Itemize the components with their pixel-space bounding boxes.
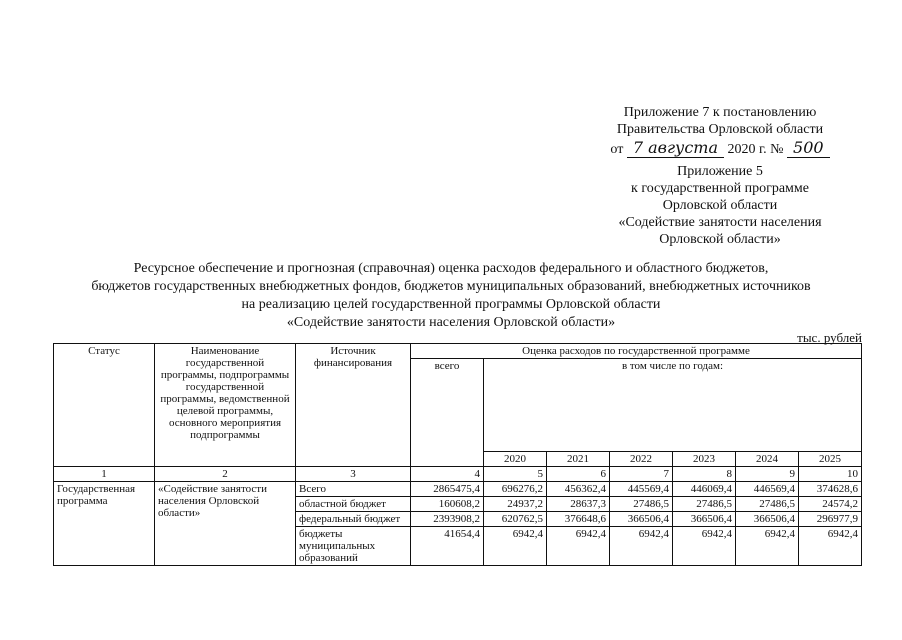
year-cell: 456362,4 [547, 482, 610, 497]
unit-label: тыс. рублей [797, 330, 862, 345]
source-cell: областной бюджет [296, 497, 411, 512]
year-cell: 27486,5 [736, 497, 799, 512]
total-cell: 2865475,4 [411, 482, 484, 497]
year-cell: 445569,4 [610, 482, 673, 497]
header-estimate: Оценка расходов по государственной программе [411, 344, 862, 359]
year-cell: 446569,4 [736, 482, 799, 497]
header-year: 2022 [610, 452, 673, 467]
status-cell: Государственная программа [54, 482, 155, 566]
year-cell: 296977,9 [799, 512, 862, 527]
date-prefix: от [610, 142, 624, 157]
year-cell: 620762,5 [484, 512, 547, 527]
header-year: 2020 [484, 452, 547, 467]
decree-date-line [555, 139, 885, 158]
year-cell: 24937,2 [484, 497, 547, 512]
appendix-5-line: Приложение 5 [677, 164, 763, 179]
year-cell: 6942,4 [799, 527, 862, 566]
year-cell: 446069,4 [673, 482, 736, 497]
header-by-year: в том числе по годам: [484, 359, 862, 452]
year-cell: 696276,2 [484, 482, 547, 497]
total-cell: 41654,4 [411, 527, 484, 566]
year-cell: 27486,5 [673, 497, 736, 512]
table-row [54, 482, 862, 497]
header-year: 2023 [673, 452, 736, 467]
index-row [54, 467, 862, 482]
program-name-cell: «Содействие занятости населения Орловской области» [155, 482, 296, 566]
handwritten-number: 500 [787, 138, 830, 158]
year-cell: 366506,4 [673, 512, 736, 527]
index-cell: 9 [736, 467, 799, 482]
total-cell: 2393908,2 [411, 512, 484, 527]
year-cell: 28637,3 [547, 497, 610, 512]
source-cell: бюджеты муниципальных образований [296, 527, 411, 566]
index-cell: 4 [411, 467, 484, 482]
appendix-7-line: Приложение 7 к постановлению [623, 105, 817, 120]
year-cell: 374628,6 [799, 482, 862, 497]
year-cell: 6942,4 [736, 527, 799, 566]
appendix-5-line: Орловской области» [659, 232, 781, 247]
year-cell: 6942,4 [484, 527, 547, 566]
header-total: всего [411, 359, 484, 467]
index-cell: 1 [54, 467, 155, 482]
document-title [30, 260, 872, 332]
index-cell: 3 [296, 467, 411, 482]
source-cell: федеральный бюджет [296, 512, 411, 527]
header-year: 2024 [736, 452, 799, 467]
appendix-5-line: «Содействие занятости населения [618, 215, 822, 230]
year-cell: 366506,4 [610, 512, 673, 527]
header-year: 2021 [547, 452, 610, 467]
header-program-name: Наименование государственной программы, подпрограммы государственной программы, ведомственной целевой программы, основного мероприятия подпрограммы [155, 344, 296, 467]
year-cell: 6942,4 [610, 527, 673, 566]
budget-table [53, 343, 862, 566]
handwritten-date: 7 августа [627, 138, 724, 158]
year-cell: 24574,2 [799, 497, 862, 512]
index-cell: 2 [155, 467, 296, 482]
index-cell: 5 [484, 467, 547, 482]
year-cell: 6942,4 [547, 527, 610, 566]
header-year: 2025 [799, 452, 862, 467]
appendix-5-block [555, 163, 885, 248]
total-cell: 160608,2 [411, 497, 484, 512]
title-line: «Содействие занятости населения Орловской области» [286, 315, 616, 330]
appendix-5-line: к государственной программе [631, 181, 809, 196]
title-line: Ресурсное обеспечение и прогнозная (справочная) оценка расходов федерального и областного бюджетов, [133, 261, 769, 276]
header-source: Источник финансирования [296, 344, 411, 467]
appendix-5-line: Орловской области [662, 198, 778, 213]
year-cell: 27486,5 [610, 497, 673, 512]
title-line: бюджетов государственных внебюджетных фондов, бюджетов муниципальных образований, внебюджетных источников [91, 279, 811, 294]
appendix-7-block [555, 104, 885, 158]
index-cell: 10 [799, 467, 862, 482]
date-suffix: 2020 г. № [727, 142, 784, 157]
index-cell: 6 [547, 467, 610, 482]
header-status: Статус [54, 344, 155, 467]
year-cell: 366506,4 [736, 512, 799, 527]
year-cell: 6942,4 [673, 527, 736, 566]
title-line: на реализацию целей государственной программы Орловской области [241, 297, 661, 312]
year-cell: 376648,6 [547, 512, 610, 527]
index-cell: 8 [673, 467, 736, 482]
source-cell: Всего [296, 482, 411, 497]
appendix-7-line: Правительства Орловской области [616, 122, 824, 137]
index-cell: 7 [610, 467, 673, 482]
